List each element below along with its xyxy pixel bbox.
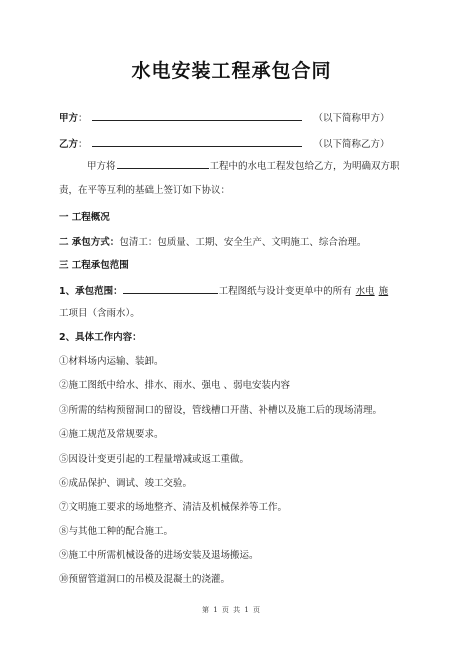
- item-1-continued: 工项目（含雨水）。: [59, 308, 140, 319]
- party-a-label: 甲方: [59, 113, 79, 124]
- item-1-label: 1、承包范围：: [59, 286, 123, 297]
- party-b-note: （以下简称乙方）: [313, 139, 390, 150]
- section-3-heading: 三 工程承包范围: [59, 260, 129, 271]
- party-b-colon: ：: [78, 139, 88, 150]
- party-b-label: 乙方: [59, 139, 79, 150]
- party-b-line: [59, 137, 390, 151]
- work-item: ⑨施工中所需机械设备的进场安装及退场搬运。: [59, 550, 259, 561]
- intro-line-2: 责，在平等互利的基础上签订如下协议：: [59, 185, 231, 196]
- work-item: ①材料场内运输、装卸。: [59, 356, 164, 367]
- item-1-text-a: 工程图纸与设计变更单中的所有: [218, 286, 352, 297]
- item-1-blank: [123, 284, 218, 294]
- item-2-heading: 2、具体工作内容：: [59, 332, 142, 343]
- item-1-underlined: 水电: [355, 286, 375, 297]
- item-1-line: [59, 284, 388, 298]
- item-1-text-b: 施: [378, 286, 389, 297]
- project-name-blank: [117, 159, 209, 169]
- work-item: ⑧与其他工种的配合施工。: [59, 526, 174, 537]
- section-1-heading: 一 工程概况: [59, 212, 110, 223]
- document-title: 水电安装工程承包合同: [131, 60, 332, 82]
- section-2-label: 二 承包方式：: [59, 237, 120, 248]
- work-item: ②施工图纸中给水、排水、雨水、强电 、弱电安装内容: [59, 380, 291, 391]
- work-item: ④施工规范及常规要求。: [59, 429, 164, 440]
- party-a-blank: [92, 111, 302, 121]
- intro-text-b: 工程中的水电工程发包给乙方，为明确双方职: [209, 161, 400, 172]
- work-item: ③所需的结构预留洞口的留设，管线槽口开凿、补槽以及施工后的现场清理。: [59, 405, 383, 416]
- intro-line-1: [87, 159, 400, 173]
- work-item: ⑥成品保护、调试、竣工交验。: [59, 478, 193, 489]
- section-2-line: [59, 236, 366, 249]
- intro-text-a: 甲方将: [87, 161, 116, 172]
- party-b-blank: [92, 137, 302, 147]
- section-2-text: 包清工：包质量、工期、安全生产、文明施工、综合治理。: [119, 237, 367, 248]
- work-item: ⑩预留管道洞口的吊模及混凝土的浇灌。: [59, 574, 231, 585]
- party-a-line: [59, 111, 390, 125]
- page-footer: 第 1 页 共 1 页: [201, 606, 262, 614]
- party-a-note: （以下简称甲方）: [313, 113, 390, 124]
- work-item: ⑦文明施工要求的场地整齐、清洁及机械保养等工作。: [59, 502, 288, 513]
- party-a-colon: ：: [78, 113, 88, 124]
- work-item: ⑤因设计变更引起的工程量增减或返工重做。: [59, 454, 250, 465]
